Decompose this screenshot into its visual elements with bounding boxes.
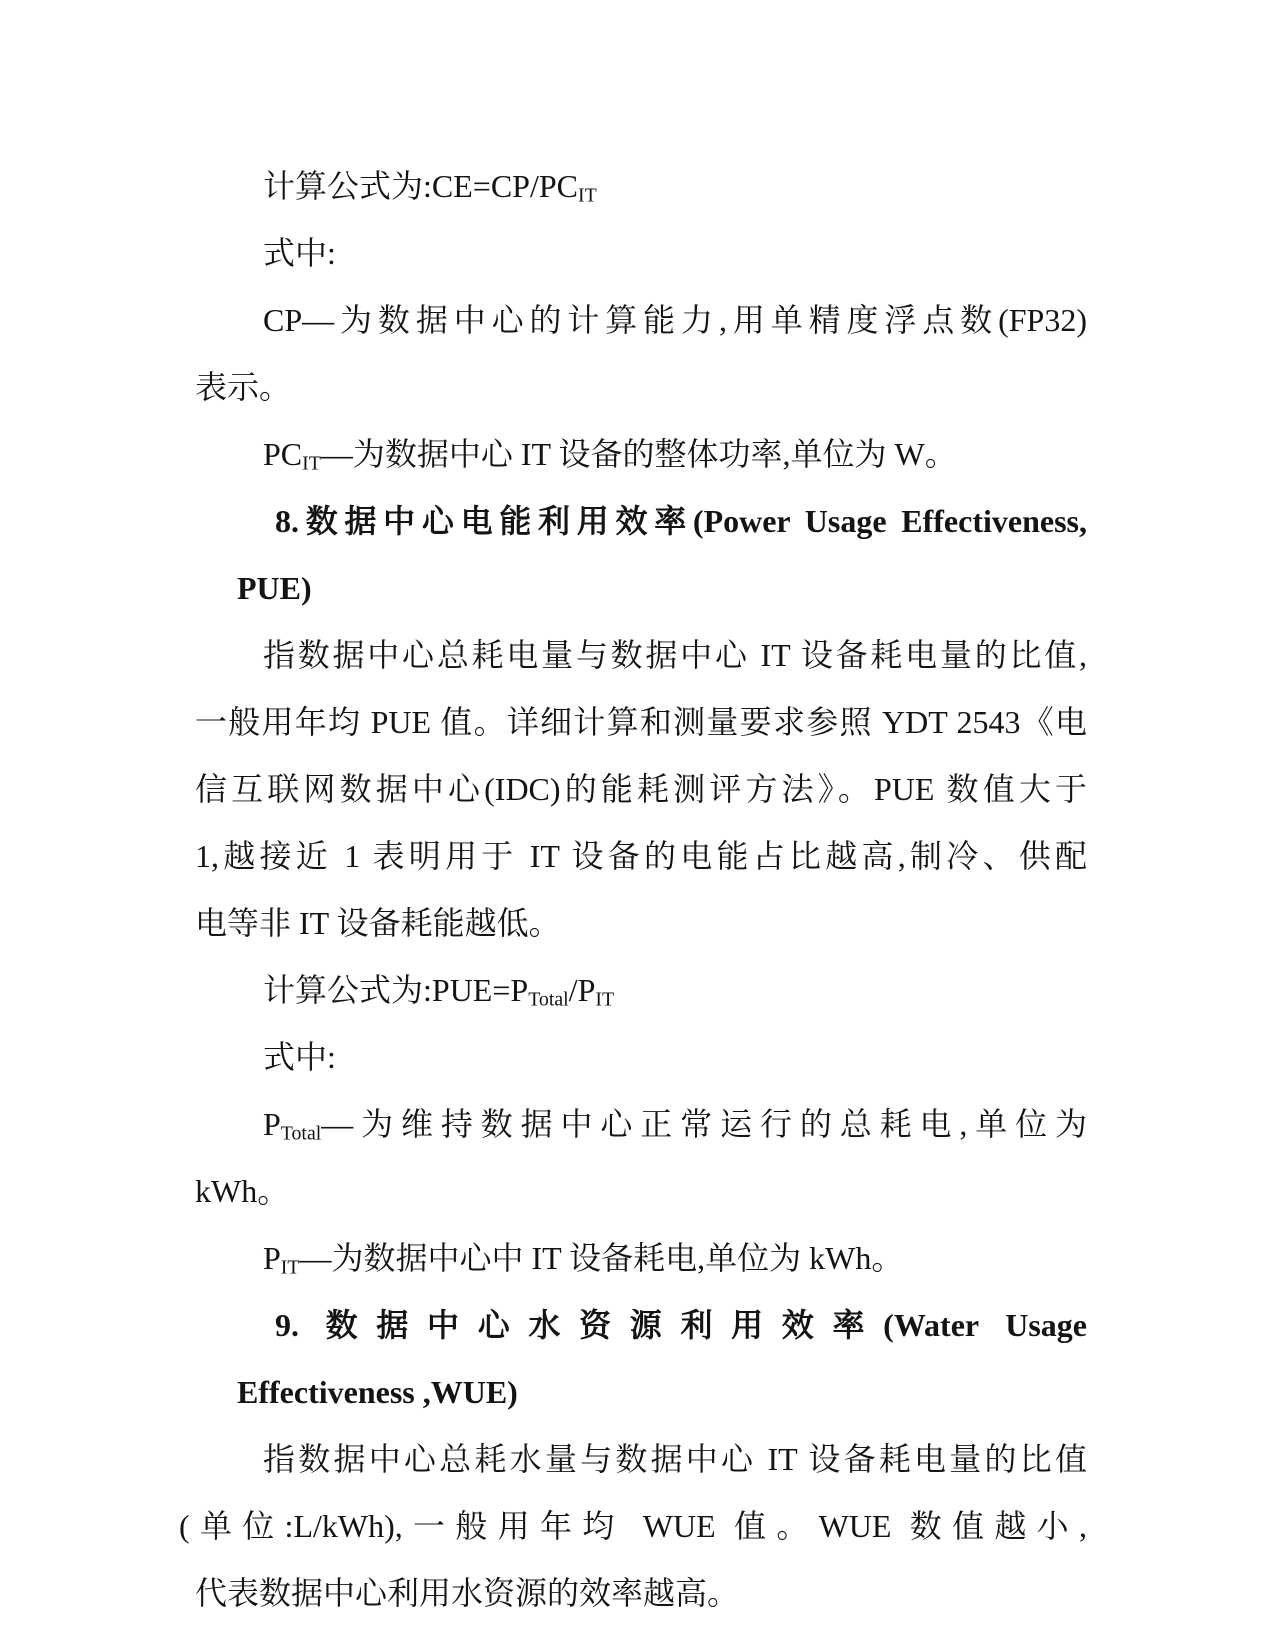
- cp-definition-line-2: [195, 354, 1087, 421]
- section-9-heading-line-1: [237, 1292, 1087, 1359]
- text-run: P: [263, 1106, 281, 1142]
- wue-paragraph-line-2: [179, 1493, 1087, 1560]
- text-run: —为数据中心 IT 设备的整体功率,单位为 W。: [320, 436, 957, 472]
- text-run: kWh。: [195, 1173, 290, 1209]
- text-run: 信互联网数据中心(IDC)的能耗测评方法》。PUE 数值大于: [195, 771, 1087, 807]
- text-run: 指数据中心总耗水量与数据中心 IT 设备耗电量的比值: [263, 1441, 1087, 1477]
- subscript-text: IT: [595, 988, 615, 1011]
- text-run: 1,越接近 1 表明用于 IT 设备的电能占比越高,制冷、供配: [195, 838, 1087, 874]
- text-run: 代表数据中心利用水资源的效率越高。: [195, 1575, 740, 1611]
- text-run: /P: [568, 972, 596, 1008]
- subscript-text: IT: [578, 184, 597, 207]
- text-run: CP—为数据中心的计算能力,用单精度浮点数(FP32): [263, 302, 1087, 338]
- wue-paragraph-line-1: [195, 1426, 1087, 1493]
- formula-label-line-2: [195, 1024, 1087, 1091]
- text-run: (单位:L/kWh),一般用年均 WUE 值。WUE 数值越小,: [179, 1508, 1087, 1544]
- pue-paragraph-line-4: [195, 823, 1087, 890]
- formula-label-line-1: [195, 220, 1087, 287]
- p-it-definition-line: [195, 1225, 1087, 1292]
- text-run: —为数据中心中 IT 设备耗电,单位为 kWh。: [299, 1240, 904, 1276]
- text-run: PC: [263, 436, 303, 472]
- p-total-definition-line-1: [195, 1091, 1087, 1158]
- subscript-text: IT: [280, 1256, 300, 1279]
- section-8-heading-line-1: [237, 488, 1087, 555]
- p-total-definition-line-2: [195, 1158, 1087, 1225]
- text-run: 8.数据中心电能利用效率(Power Usage Effectiveness,: [275, 503, 1087, 539]
- text-run: 电等非 IT 设备耗能越低。: [195, 905, 561, 941]
- text-run: 计算公式为:PUE=P: [263, 972, 529, 1008]
- pue-paragraph-line-1: [195, 622, 1087, 689]
- section-8-heading-line-2: [237, 555, 1087, 622]
- pc-it-definition-line: [195, 421, 1087, 488]
- text-run: 式中:: [263, 1039, 336, 1075]
- text-run: 9. 数据中心水资源利用效率(Water Usage: [275, 1307, 1087, 1343]
- formula-pue-line: [195, 957, 1087, 1024]
- text-run: P: [263, 1240, 281, 1276]
- text-run: 指数据中心总耗电量与数据中心 IT 设备耗电量的比值,: [263, 637, 1087, 673]
- text-run: 式中:: [263, 235, 336, 271]
- pue-paragraph-line-2: [195, 689, 1087, 756]
- cp-definition-line-1: [195, 287, 1087, 354]
- text-run: 计算公式为:CE=CP/PC: [263, 168, 579, 204]
- subscript-text: IT: [302, 452, 321, 475]
- formula-ce-line: [195, 153, 1087, 220]
- subscript-text: Total: [280, 1122, 322, 1145]
- subscript-text: Total: [528, 988, 569, 1011]
- pue-paragraph-line-5: [195, 890, 1087, 957]
- text-run: 一般用年均 PUE 值。详细计算和测量要求参照 YDT 2543《电: [195, 704, 1087, 740]
- text-run: Effectiveness ,WUE): [237, 1374, 518, 1410]
- section-9-heading-line-2: [237, 1359, 1087, 1426]
- text-run: —为维持数据中心正常运行的总耗电,单位为: [321, 1106, 1087, 1142]
- text-run: PUE): [237, 570, 312, 606]
- wue-paragraph-line-3: [195, 1560, 1087, 1627]
- pue-paragraph-line-3: [195, 756, 1087, 823]
- text-run: 表示。: [195, 369, 292, 405]
